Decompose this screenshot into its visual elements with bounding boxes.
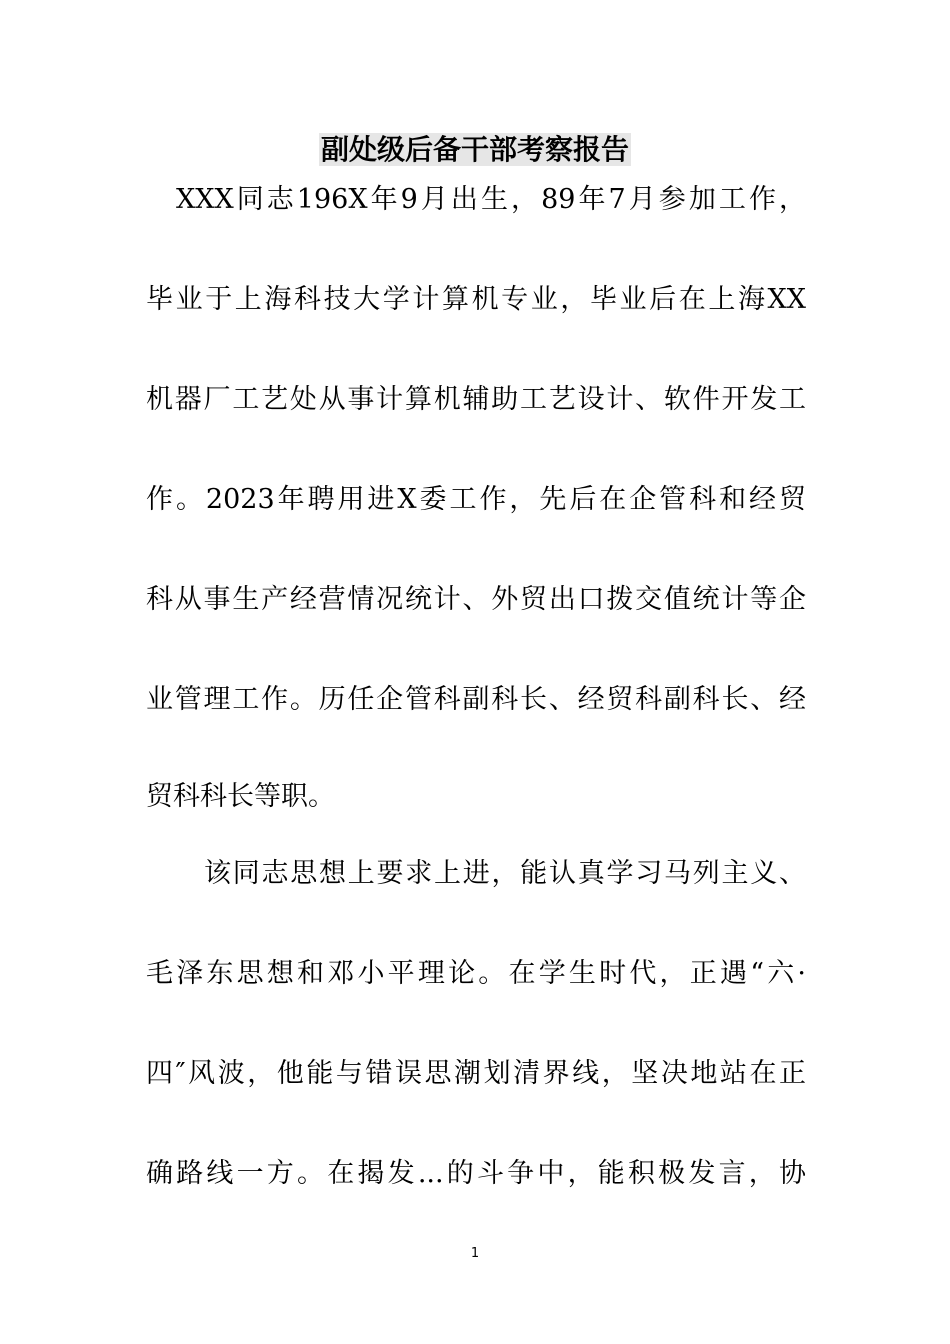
- document-title-text: 副处级后备干部考察报告: [320, 133, 629, 166]
- page-number: 1: [470, 1246, 480, 1261]
- paragraph-line: 科从事生产经营情况统计、外贸出口拨交值统计等企: [146, 584, 806, 615]
- paragraph-line: XXX同志196X年9月出生，89年7月参加工作，: [176, 184, 806, 215]
- paragraph-line: 毕业于上海科技大学计算机专业，毕业后在上海XX: [146, 284, 806, 315]
- paragraph-line: 该同志思想上要求上进，能认真学习马列主义、: [204, 858, 806, 889]
- document-title: [0, 130, 950, 170]
- paragraph-line: 四″风波，他能与错误思潮划清界线，坚决地站在正: [146, 1058, 806, 1089]
- paragraph-line: 机器厂工艺处从事计算机辅助工艺设计、软件开发工: [146, 384, 806, 415]
- paragraph-line: 确路线一方。在揭发...的斗争中，能积极发言，协: [146, 1158, 806, 1189]
- paragraph-line: 贸科科长等职。: [146, 781, 335, 812]
- paragraph-line: 毛泽东思想和邓小平理论。在学生时代，正遇“六·: [146, 958, 806, 989]
- paragraph-line: 作。2023年聘用进X委工作，先后在企管科和经贸: [146, 484, 806, 515]
- paragraph-line: 业管理工作。历任企管科副科长、经贸科副科长、经: [146, 684, 806, 715]
